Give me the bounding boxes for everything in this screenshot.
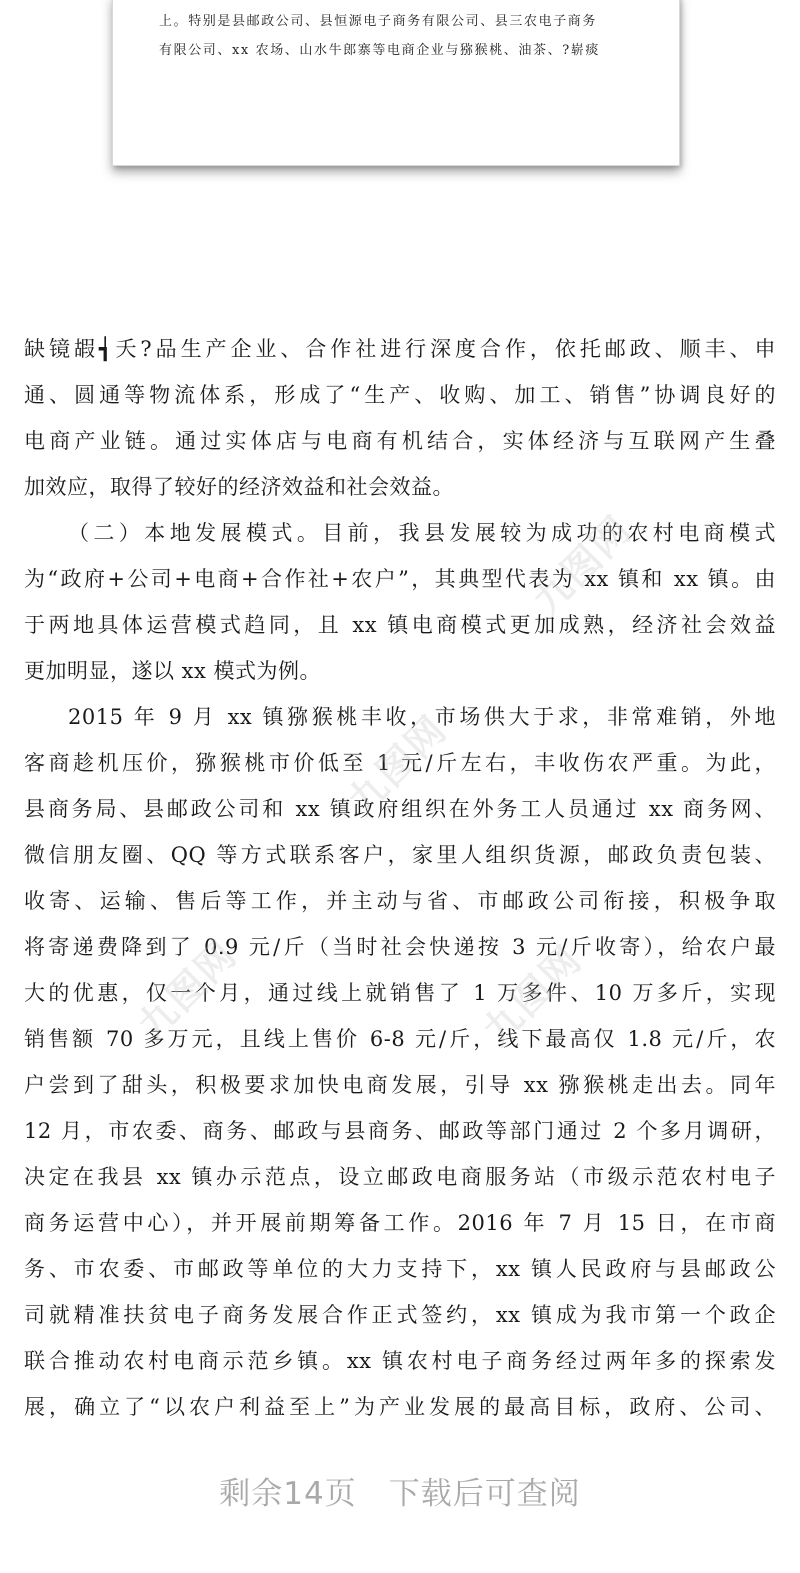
text-line: 将寄递费降到了 0.9 元/斤（当时社会快递按 3 元/斤收寄），给农户最 [24,935,776,959]
document-body [24,326,776,1430]
text-line: 商务运营中心），并开展前期筹备工作。2016 年 7 月 15 日，在市商 [24,1211,776,1235]
text-line: 加效应，取得了较好的经济效益和社会效益。 [24,475,454,499]
text-line: 客商趁机压价，猕猴桃市价低至 1 元/斤左右，丰收伤农严重。为此， [24,751,776,775]
text-line: 销售额 70 多万元，且线上售价 6-8 元/斤，线下最高仅 1.8 元/斤，农 [24,1027,776,1051]
text-line: 联合推动农村电商示范乡镇。xx 镇农村电子商务经过两年多的探索发 [24,1349,776,1373]
preview-text-line: 上。特别是县邮政公司、县恒源电子商务有限公司、县三农电子商务 [159,14,598,29]
text-line: 通、圆通等物流体系，形成了“生产、收购、加工、销售”协调良好的 [24,383,776,407]
text-line: 务、市农委、市邮政等单位的大力支持下，xx 镇人民政府与县邮政公 [24,1257,776,1281]
text-line: 2015 年 9 月 xx 镇猕猴桃丰收，市场供大于求，非常难销，外地 [68,705,776,729]
text-line: 展，确立了“以农户利益至上”为产业发展的最高目标，政府、公司、 [24,1395,776,1419]
text-line: 缺镜嘏┪夭?品生产企业、合作社进行深度合作，依托邮政、顺丰、申 [24,337,776,361]
download-hint-label: 下载后可查阅 [388,1476,581,1512]
text-line: 大的优惠，仅一个月，通过线上就销售了 1 万多件、10 万多斤，实现 [24,981,776,1005]
text-line: 司就精准扶贫电子商务发展合作正式签约，xx 镇成为我市第一个政企 [24,1303,776,1327]
text-line: 决定在我县 xx 镇办示范点，设立邮政电商服务站（市级示范农村电子 [24,1165,776,1189]
text-line: 县商务局、县邮政公司和 xx 镇政府组织在外务工人员通过 xx 商务网、 [24,797,776,821]
remaining-pages-banner[interactable] [0,1468,800,1513]
remaining-pages-label: 剩余14页 [219,1476,357,1512]
text-line: 微信朋友圈、QQ 等方式联系客户，家里人组织货源，邮政负责包装、 [24,843,776,867]
paragraph-2015-case [24,694,776,1430]
paragraph-local-model [24,510,776,694]
text-line: （二）本地发展模式。目前，我县发展较为成功的农村电商模式 [68,521,776,545]
paragraph-continuation [24,326,776,510]
text-line: 为“政府+公司+电商+合作社+农户”，其典型代表为 xx 镇和 xx 镇。由 [24,567,776,591]
text-line: 于两地具体运营模式趋同，且 xx 镇电商模式更加成熟，经济社会效益 [24,613,776,637]
text-line: 收寄、运输、售后等工作，并主动与省、市邮政公司衔接，积极争取 [24,889,776,913]
text-line: 更加明显，遂以 xx 模式为例。 [24,659,322,683]
watermark: 九图网 [339,706,456,823]
text-line: 户尝到了甜头，积极要求加快电商发展，引导 xx 猕猴桃走出去。同年 [24,1073,776,1097]
preview-page-card [112,0,680,166]
text-line: 12 月，市农委、商务、邮政与县商务、邮政等部门通过 2 个多月调研， [24,1119,776,1143]
text-line: 电商产业链。通过实体店与电商有机结合，实体经济与互联网产生叠 [24,429,776,453]
watermark: 九图网 [129,931,246,1048]
watermark: 九图网 [474,936,591,1053]
preview-text-line: 有限公司、xx 农场、山水牛郎寨等电商企业与猕猴桃、油茶、?崭痰 [159,43,600,58]
watermark: 九图网 [524,506,641,623]
